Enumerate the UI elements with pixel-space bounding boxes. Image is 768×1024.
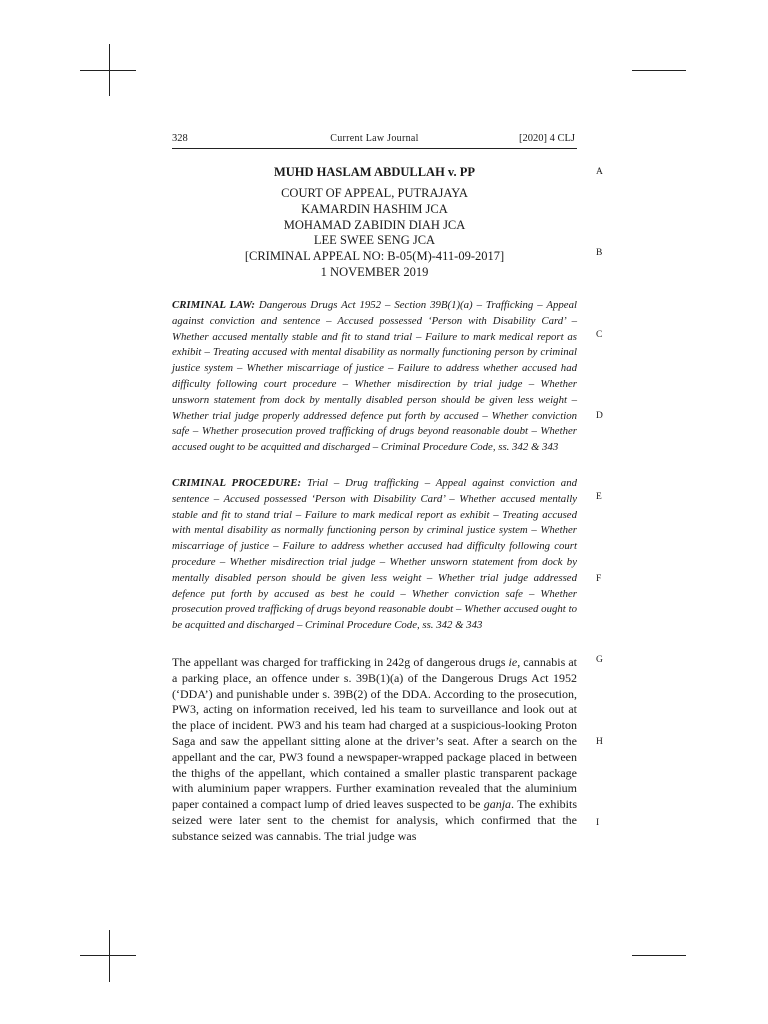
journal-citation: [2020] 4 CLJ [519, 133, 575, 144]
header-rule [172, 148, 577, 149]
catchword-criminal-law [172, 298, 577, 456]
crop-mark-bottom-right-h [632, 955, 686, 956]
crop-mark-bottom-left-h [80, 955, 136, 956]
crop-mark-top-left-v [109, 44, 110, 96]
journal-name: Current Law Journal [330, 133, 419, 144]
margin-letter-b: B [596, 248, 603, 258]
judge-name: LEE SWEE SENG JCA [313, 233, 436, 248]
catchword-heading: CRIMINAL LAW: [172, 299, 255, 311]
catchword-heading: CRIMINAL PROCEDURE: [172, 477, 302, 489]
court-name: COURT OF APPEAL, PUTRAJAYA [281, 186, 468, 200]
body-text-part: . The exhibits seized were later sent to the chemist for analysis, which confirmed that the substance seized was cannabis. The trial judge was [172, 797, 577, 843]
body-italic-ganja: ganja [483, 797, 512, 812]
body-text-part: , cannabis at a parking place, an offence under s. 39B(1)(a) of the Dangerous Drugs Act 1952 (‘DDA’) and punishable under s. 39B(2) of the DDA. According to the prosecution, PW3, acting on information received, led his team to surveillance and look out at the place of incident. PW3 and his team had charged at a suspicious-looking Proton Saga and saw the appellant sitting alone at the driver’s seat. After a search on the appellant and the car, PW3 found a newspaper-wrapped package placed in between the thighs of the appellant, which contained a smaller plastic transparent package with aluminium paper wrappers. Further examination revealed that the aluminium paper contained a compact lump of dried leaves suspected to be [172, 655, 577, 812]
margin-letter-i: I [596, 818, 600, 828]
margin-letter-e: E [596, 492, 602, 502]
margin-letter-f: F [596, 574, 602, 584]
body-text-part: The appellant was charged for trafficking in 242g of dangerous drugs [172, 655, 509, 669]
catchword-text: Dangerous Drugs Act 1952 – Section 39B(1)(a) – Trafficking – Appeal against conviction and sentence – Accused possessed ‘Person with Disability Card’ – Whether accused mentally stable and fit to stand trial – Failure to mark medical report as exhibit – Treating accused with mental disability as normally functioning person by criminal justice system – Whether miscarriage of justice – Failure to address whether accused had difficulty following court procedure – Whether misdirection by trial judge – Whether unsworn statement from dock by mentally disabled person should be given less weight – Whether trial judge properly addressed defence put forth by accused – Whether conviction safe – Whether prosecution proved trafficking of drugs beyond reasonable doubt – Whether accused ought to be acquitted and discharged – Criminal Procedure Code, ss. 342 & 343 [172, 299, 577, 454]
headnote-body [172, 655, 577, 845]
crop-mark-bottom-left-v [109, 930, 110, 982]
margin-letter-a: A [596, 167, 603, 177]
case-title: MUHD HASLAM ABDULLAH v. PP [273, 165, 476, 179]
catchword-criminal-procedure [172, 476, 577, 634]
court-block [172, 186, 577, 281]
appeal-number: [CRIMINAL APPEAL NO: B-05(M)-411-09-2017] [244, 249, 505, 264]
margin-letter-h: H [596, 737, 603, 747]
margin-letter-g: G [596, 655, 603, 665]
judgment-date: 1 NOVEMBER 2019 [320, 264, 429, 279]
page-number: 328 [172, 133, 188, 144]
margin-letter-d: D [596, 411, 603, 421]
catchword-text: Trial – Drug trafficking – Appeal against conviction and sentence – Accused possessed ‘Person with Disability Card’ – Whether accused mentally stable and fit to stand trial – Failure to mark medical report as exhibit – Treating accused with mental disability as normally functioning person by criminal justice system – Whether miscarriage of justice – Failure to address whether accused had difficulty following court procedure – Whether misdirection trial judge – Whether unsworn statement from dock by mentally disabled person should be given less weight – Whether trial judge addressed defence put forth by accused as best he could – Whether conviction safe – Whether prosecution proved trafficking of drugs beyond reasonable doubt – Whether accused ought to be acquitted and discharged – Criminal Procedure Code, ss. 342 & 343 [172, 477, 577, 632]
margin-letter-c: C [596, 330, 603, 340]
judge-name: MOHAMAD ZABIDIN DIAH JCA [283, 217, 466, 232]
crop-mark-top-right-h [632, 70, 686, 71]
crop-mark-top-left-h [80, 70, 136, 71]
running-head [172, 131, 577, 147]
judge-name: KAMARDIN HASHIM JCA [301, 201, 448, 216]
body-italic-ie: ie [508, 655, 518, 669]
